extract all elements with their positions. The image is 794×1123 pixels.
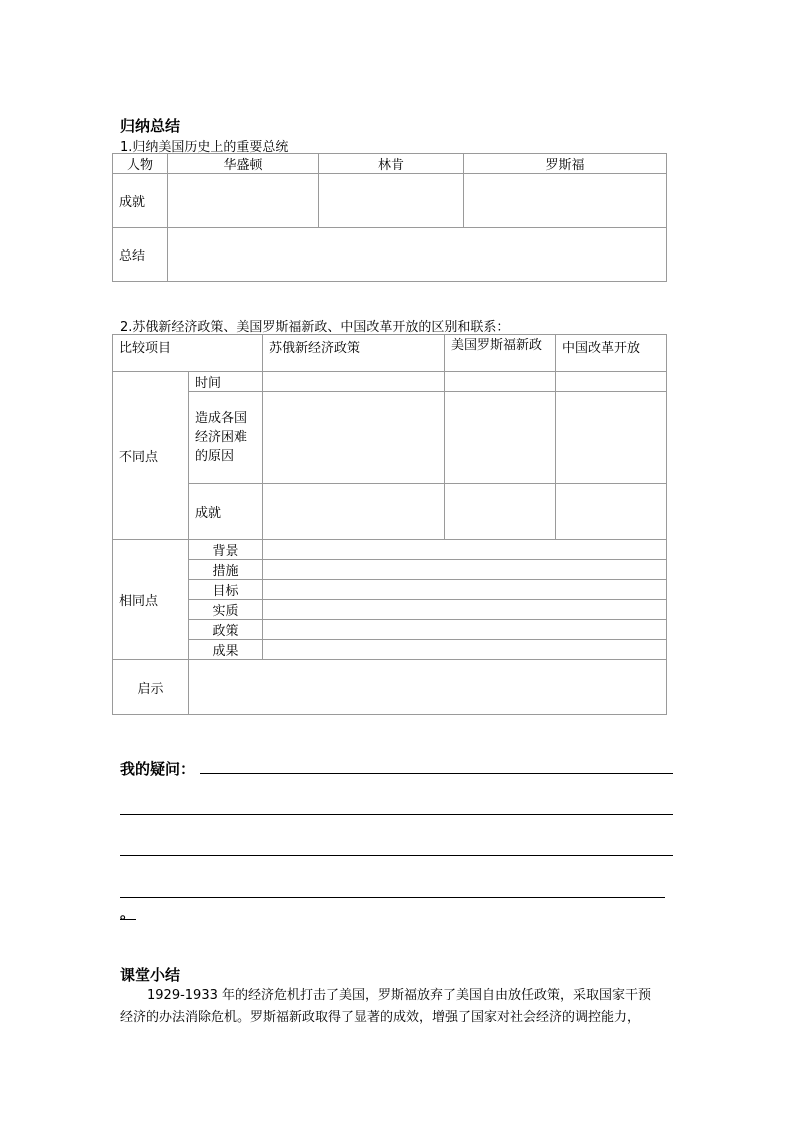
answer-line-2[interactable] — [120, 814, 673, 815]
same-row-policy: 政策 — [189, 620, 263, 640]
cell-same-result[interactable] — [263, 640, 667, 660]
header-washington: 华盛顿 — [168, 154, 319, 174]
cell-achievement-us[interactable] — [445, 484, 556, 540]
diff-row-achievement: 成就 — [189, 484, 263, 540]
cell-cause-china[interactable] — [556, 392, 667, 484]
same-row-background: 背景 — [189, 540, 263, 560]
summary-title: 课堂小结 — [120, 966, 181, 984]
cell-same-goal[interactable] — [263, 580, 667, 600]
cell-insight[interactable] — [189, 660, 667, 715]
same-row-essence: 实质 — [189, 600, 263, 620]
cell-time-us[interactable] — [445, 372, 556, 392]
cell-same-essence[interactable] — [263, 600, 667, 620]
section2-subtitle: 2.苏俄新经济政策、美国罗斯福新政、中国改革开放的区别和联系： — [120, 320, 510, 335]
summary-line-2: 经济的办法消除危机。罗斯福新政取得了显著的成效，增强了国家对社会经济的调控能力， — [120, 1010, 641, 1025]
diff-label: 不同点 — [113, 372, 189, 540]
section1-subtitle: 1.归纳美国历史上的重要总统 — [120, 140, 289, 155]
questions-label: 我的疑问： — [120, 760, 196, 778]
cell-same-policy[interactable] — [263, 620, 667, 640]
diff-row-time: 时间 — [189, 372, 263, 392]
end-mark-underline — [120, 919, 136, 920]
cell-same-background[interactable] — [263, 540, 667, 560]
same-row-goal: 目标 — [189, 580, 263, 600]
cell-achievement-soviet[interactable] — [263, 484, 445, 540]
cell-washington-achievement[interactable] — [168, 174, 319, 228]
cell-lincoln-achievement[interactable] — [319, 174, 464, 228]
header-compare-item: 比较项目 — [113, 335, 263, 372]
row-label-summary: 总结 — [113, 228, 168, 282]
insight-label: 启示 — [113, 660, 189, 715]
cell-time-soviet[interactable] — [263, 372, 445, 392]
presidents-table — [112, 153, 667, 282]
answer-line-4[interactable] — [120, 897, 665, 898]
diff-row-cause: 造成各国经济困难的原因 — [189, 392, 263, 484]
same-label: 相同点 — [113, 540, 189, 660]
header-roosevelt: 罗斯福 — [464, 154, 667, 174]
row-label-achievement: 成就 — [113, 174, 168, 228]
header-china-reform: 中国改革开放 — [556, 335, 667, 372]
same-row-measures: 措施 — [189, 560, 263, 580]
answer-end-mark: 。 — [120, 904, 136, 922]
header-new-deal: 美国罗斯福新政 — [445, 335, 556, 372]
header-soviet-nep: 苏俄新经济政策 — [263, 335, 445, 372]
header-lincoln: 林肯 — [319, 154, 464, 174]
comparison-table — [112, 334, 667, 715]
section-title: 归纳总结 — [120, 117, 181, 135]
same-row-result: 成果 — [189, 640, 263, 660]
cell-cause-soviet[interactable] — [263, 392, 445, 484]
cell-time-china[interactable] — [556, 372, 667, 392]
summary-line-1: 1929-1933 年的经济危机打击了美国，罗斯福放弃了美国自由放任政策，采取国家干预 — [147, 988, 651, 1003]
cell-roosevelt-achievement[interactable] — [464, 174, 667, 228]
cell-cause-us[interactable] — [445, 392, 556, 484]
header-person: 人物 — [113, 154, 168, 174]
cell-same-measures[interactable] — [263, 560, 667, 580]
cell-summary[interactable] — [168, 228, 667, 282]
cell-achievement-china[interactable] — [556, 484, 667, 540]
answer-line-3[interactable] — [120, 855, 673, 856]
answer-line-1[interactable] — [200, 773, 673, 774]
